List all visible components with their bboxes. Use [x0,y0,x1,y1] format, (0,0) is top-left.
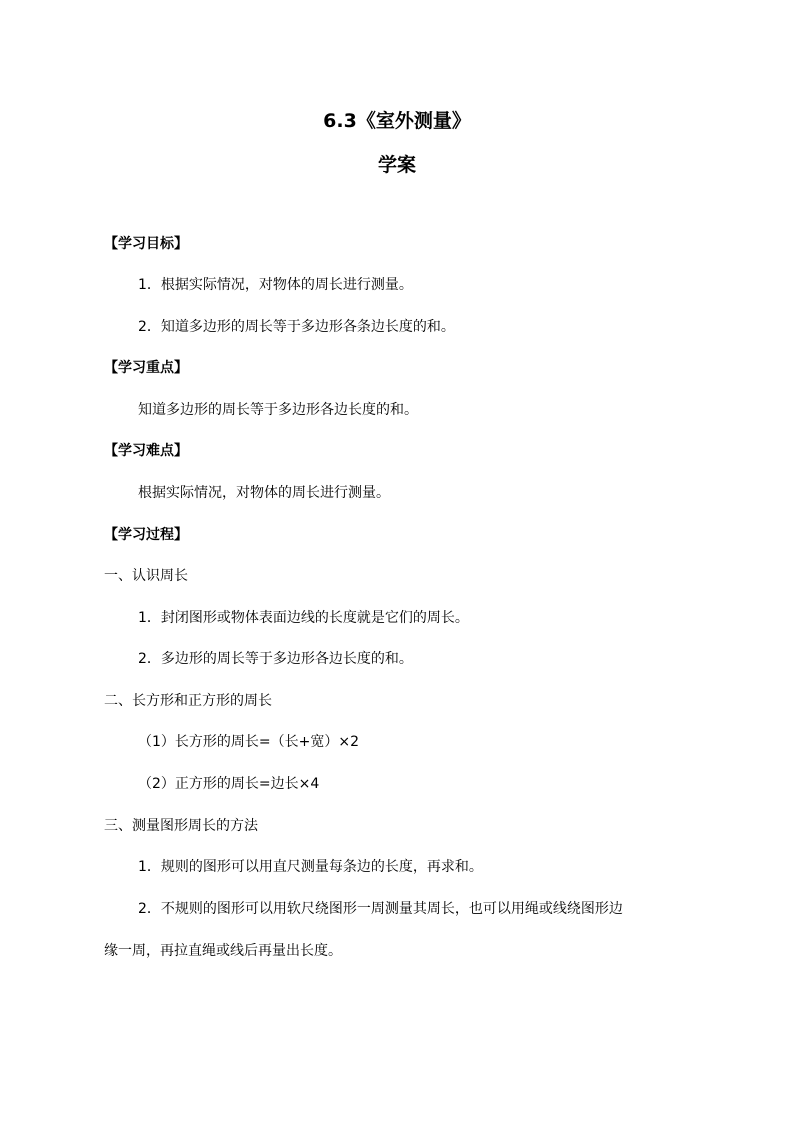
section-title: 一、认识周长 [104,568,188,584]
objectives-heading: 【学习目标】 [104,236,188,252]
process-heading: 【学习过程】 [104,527,188,543]
section-item: 1．封闭图形或物体表面边线的长度就是它们的周长。 [138,610,469,626]
key-points-heading: 【学习重点】 [104,360,188,376]
section-item-continuation: 缘一周，再拉直绳或线后再量出长度。 [104,943,342,959]
objective-item: 2．知道多边形的周长等于多边形各条边长度的和。 [138,319,455,335]
section-item: 2．多边形的周长等于多边形各边长度的和。 [138,651,413,667]
document-title: 6.3《室外测量》 [323,110,471,132]
section-item: （1）长方形的周长=（长+宽）×2 [138,734,360,750]
section-item: （2）正方形的周长=边长×4 [138,776,320,792]
document-subtitle: 学案 [377,154,416,176]
key-points-text: 知道多边形的周长等于多边形各边长度的和。 [138,402,418,418]
section-title: 三、测量图形周长的方法 [104,818,258,834]
objective-item: 1．根据实际情况，对物体的周长进行测量。 [138,277,413,293]
difficulties-text: 根据实际情况，对物体的周长进行测量。 [138,485,390,501]
difficulties-heading: 【学习难点】 [104,443,188,459]
section-title: 二、长方形和正方形的周长 [104,693,272,709]
section-item: 2．不规则的图形可以用软尺绕图形一周测量其周长，也可以用绳或线绕图形边 [138,901,623,917]
section-item: 1．规则的图形可以用直尺测量每条边的长度，再求和。 [138,859,483,875]
